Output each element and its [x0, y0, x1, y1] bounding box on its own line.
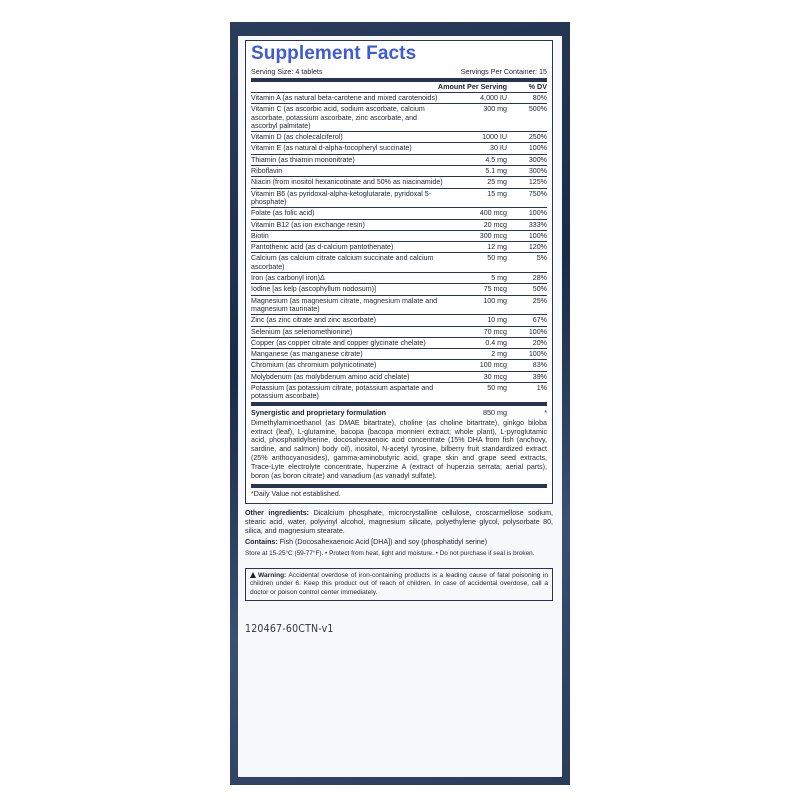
nutrient-dv: 333%	[528, 220, 547, 229]
nutrient-row	[251, 131, 547, 142]
nutrient-amount: 400 mcg	[479, 209, 507, 218]
nutrient-amount: 4,000 IU	[480, 94, 507, 102]
nutrient-amount: 15 mg	[487, 189, 507, 198]
nutrient-amount: 100 mg	[483, 296, 507, 305]
label-backing	[230, 22, 570, 785]
nutrient-row	[251, 103, 547, 131]
nutrient-row	[251, 92, 547, 103]
nutrient-amount: 1000 IU	[482, 133, 507, 142]
nutrient-name: Vitamin B12 (as ion exchange resin)	[251, 220, 365, 229]
nutrient-row	[251, 241, 547, 252]
nutrient-amount: 100 mcg	[479, 361, 507, 370]
nutrient-name: Riboflavin	[251, 167, 283, 176]
nutrient-amount: 5 mg	[491, 274, 507, 283]
nutrient-row	[251, 165, 547, 176]
nutrient-amount: 20 mcg	[483, 220, 507, 229]
nutrient-dv: 1%	[536, 384, 547, 393]
nutrient-row	[251, 188, 547, 208]
nutrient-dv: 100%	[528, 350, 547, 359]
nutrient-dv: 100%	[528, 327, 547, 336]
nutrient-dv: 300%	[528, 167, 547, 176]
nutrient-dv: 125%	[528, 178, 547, 187]
iron-warning-box	[245, 568, 553, 601]
nutrient-amount: 25 mg	[487, 178, 507, 187]
nutrient-row	[251, 154, 547, 165]
nutrient-row	[251, 295, 547, 315]
panel-title: Supplement Facts	[251, 43, 417, 64]
nutrient-amount: 70 mcg	[483, 327, 507, 336]
nutrient-row	[251, 176, 547, 187]
nutrient-dv: 100%	[528, 231, 547, 240]
lot-code: 120467-60CTN-v1	[245, 623, 334, 636]
nutrient-amount: 0.4 mg	[485, 338, 507, 347]
nutrient-name: Folate (as folic acid)	[251, 209, 315, 218]
nutrient-amount: 2 mg	[491, 350, 507, 359]
nutrient-row	[251, 382, 547, 402]
nutrient-amount: 30 IU	[490, 144, 507, 153]
nutrient-name: Potassium (as potassium citrate, potassium aspartate and potassium ascorbate)	[251, 384, 434, 401]
proprietary-blend-name: Synergistic and proprietary formulation	[251, 407, 386, 417]
nutrient-name: Iodine [as kelp (ascophyllum nodosum)]	[251, 285, 376, 294]
nutrient-amount: 75 mcg	[483, 285, 507, 294]
nutrient-amount: 50 mg	[487, 254, 507, 263]
nutrient-row	[251, 337, 547, 348]
nutrient-dv: 39%	[532, 372, 547, 381]
nutrient-name: Vitamin E (as natural d-alpha-tocopheryl succinate)	[251, 144, 412, 153]
nutrient-name: Calcium (as calcium citrate calcium succinate and calcium ascorbate)	[251, 254, 434, 271]
nutrient-row	[251, 207, 547, 218]
nutrient-row	[251, 142, 547, 153]
nutrient-dv: 500%	[528, 105, 547, 114]
nutrient-dv: 20%	[532, 338, 547, 347]
nutrient-name: Vitamin A (as natural beta-carotene and mixed carotenoids)	[251, 94, 438, 102]
nutrient-name: Selenium (as selenomethionine)	[251, 327, 353, 336]
other-ingredients-label: Other ingredients:	[245, 508, 310, 517]
amount-header: Amount Per Serving	[437, 82, 507, 91]
nutrient-name: Pantothenic acid (as d-calcium pantothenate)	[251, 243, 394, 252]
nutrient-name: Vitamin C (as ascorbic acid, sodium ascorbate, calcium ascorbate, potassium ascorbate, zinc ascorbate, and ascorbyl palmitate)	[251, 105, 425, 130]
nutrient-dv: 750%	[528, 189, 547, 198]
nutrient-name: Vitamin D (as cholecalciferol)	[251, 133, 343, 142]
nutrient-name: Iron (as carbonyl iron)Δ	[251, 274, 325, 283]
nutrient-dv: 250%	[528, 133, 547, 142]
nutrient-row	[251, 348, 547, 359]
nutrient-row	[251, 252, 547, 272]
nutrient-table	[251, 92, 547, 402]
nutrient-amount: 4.5 mg	[485, 155, 507, 164]
nutrient-row	[251, 359, 547, 370]
other-ingredients-text: Dicalcium phosphate, microcrystalline cellulose, croscarmellose sodium, stearic acid, water, polyvinyl alcohol, magnesium silicate, polyethylene glycol, polysorbate 80, silica, and magnesium stearate.	[245, 508, 553, 535]
nutrient-name: Copper (as copper citrate and copper glycinate chelate)	[251, 338, 426, 347]
nutrient-dv: 50%	[532, 285, 547, 294]
label-paper	[238, 36, 562, 777]
nutrient-amount: 300 mcg	[479, 231, 507, 240]
warning-triangle-icon	[250, 572, 256, 578]
nutrient-amount: 30 mcg	[483, 372, 507, 381]
nutrient-dv: 100%	[528, 209, 547, 218]
nutrient-name: Zinc (as zinc citrate and zinc ascorbate)	[251, 316, 376, 325]
nutrient-dv: 100%	[528, 144, 547, 153]
contains-label: Contains:	[245, 537, 278, 546]
nutrient-dv: 120%	[528, 243, 547, 252]
nutrient-name: Manganese (as manganese citrate)	[251, 350, 363, 359]
nutrient-dv: 25%	[532, 296, 547, 305]
nutrient-row	[251, 272, 547, 283]
contains-statement	[245, 538, 553, 547]
nutrient-row	[251, 314, 547, 325]
nutrient-dv: 67%	[532, 316, 547, 325]
nutrient-dv: 80%	[532, 94, 547, 102]
nutrient-name: Niacin (from inositol hexanicotinate and 50% as niacinamide)	[251, 178, 443, 187]
nutrient-name: Molybdenum (as molybdenum amino acid chelate)	[251, 372, 410, 381]
nutrient-dv: 5%	[536, 254, 547, 263]
supplement-facts-panel	[245, 40, 553, 504]
proprietary-blend-ingredients: Dimethylaminoethanol (as DMAE bitartrate), choline (as choline bitartrate), ginkgo biloba extract (leaf), L-glutamine, bacopa (bacopa monnieri extract; whole plant), L-pyroglutamic acid, phosphatidylserine, docosahexaenoic acid concentrate (15% DHA from fish (anchovy, sardine, and salmon) body oil), inositol, N-acetyl tyrosine, bilberry fruit standardized extract (25% anthocyanosides), gamma-aminobutyric acid, grape skin and grape seed extracts, Trace-Lyte electrolyte concentrate, huperzine A (extract of huperzia serrata; aerial parts), boron (as boron citrate) and vanadium (as vanadyl sulfate).	[251, 418, 547, 481]
nutrient-amount: 5.1 mg	[485, 167, 507, 176]
serving-info	[251, 67, 547, 78]
nutrient-name: Magnesium (as magnesium citrate, magnesium malate and magnesium taurinate)	[251, 296, 438, 313]
nutrient-amount: 12 mg	[487, 243, 507, 252]
proprietary-blend-dv: *	[544, 407, 547, 417]
nutrient-name: Chromium (as chromium polynicotinate)	[251, 361, 377, 370]
proprietary-blend-amount: 850 mg	[483, 407, 507, 417]
proprietary-blend-row	[251, 406, 547, 417]
storage-instructions: Store at 15-25°C (59-77°F). • Protect from heat, light and moisture. • Do not purchase if seal is broken.	[245, 549, 535, 557]
dv-header: % DV	[528, 82, 547, 91]
nutrient-dv: 28%	[532, 274, 547, 283]
nutrient-dv: 300%	[528, 155, 547, 164]
nutrient-name: Biotin	[251, 231, 269, 240]
warning-text: Accidental overdose of iron-containing products is a leading cause of fatal poisoning in children under 6. Keep this product out of reach of children. In case of accidental overdose, call a doctor or poison control center immediately.	[250, 572, 548, 596]
nutrient-row	[251, 230, 547, 241]
nutrient-dv: 83%	[532, 361, 547, 370]
servings-per-container: Servings Per Container: 15	[460, 67, 547, 76]
nutrient-name: Vitamin B6 (as pyridoxal-alpha-ketoglutarate, pyridoxal 5-phosphate)	[251, 189, 432, 206]
column-headers	[251, 82, 547, 92]
nutrient-name: Thiamin (as thiamin mononitrate)	[251, 155, 355, 164]
nutrient-row	[251, 219, 547, 230]
serving-size: Serving Size: 4 tablets	[251, 67, 323, 76]
nutrient-row	[251, 326, 547, 337]
nutrient-row	[251, 283, 547, 294]
nutrient-amount: 300 mg	[483, 105, 507, 114]
contains-text: Fish (Docosahexaenoic Acid [DHA]) and soy (phosphatidyl serine)	[277, 537, 488, 546]
warning-label: Warning:	[258, 572, 287, 580]
nutrient-amount: 50 mg	[487, 384, 507, 393]
daily-value-footnote: *Daily Value not established.	[251, 489, 341, 498]
nutrient-row	[251, 371, 547, 382]
other-ingredients	[245, 509, 553, 536]
nutrient-amount: 10 mg	[487, 316, 507, 325]
